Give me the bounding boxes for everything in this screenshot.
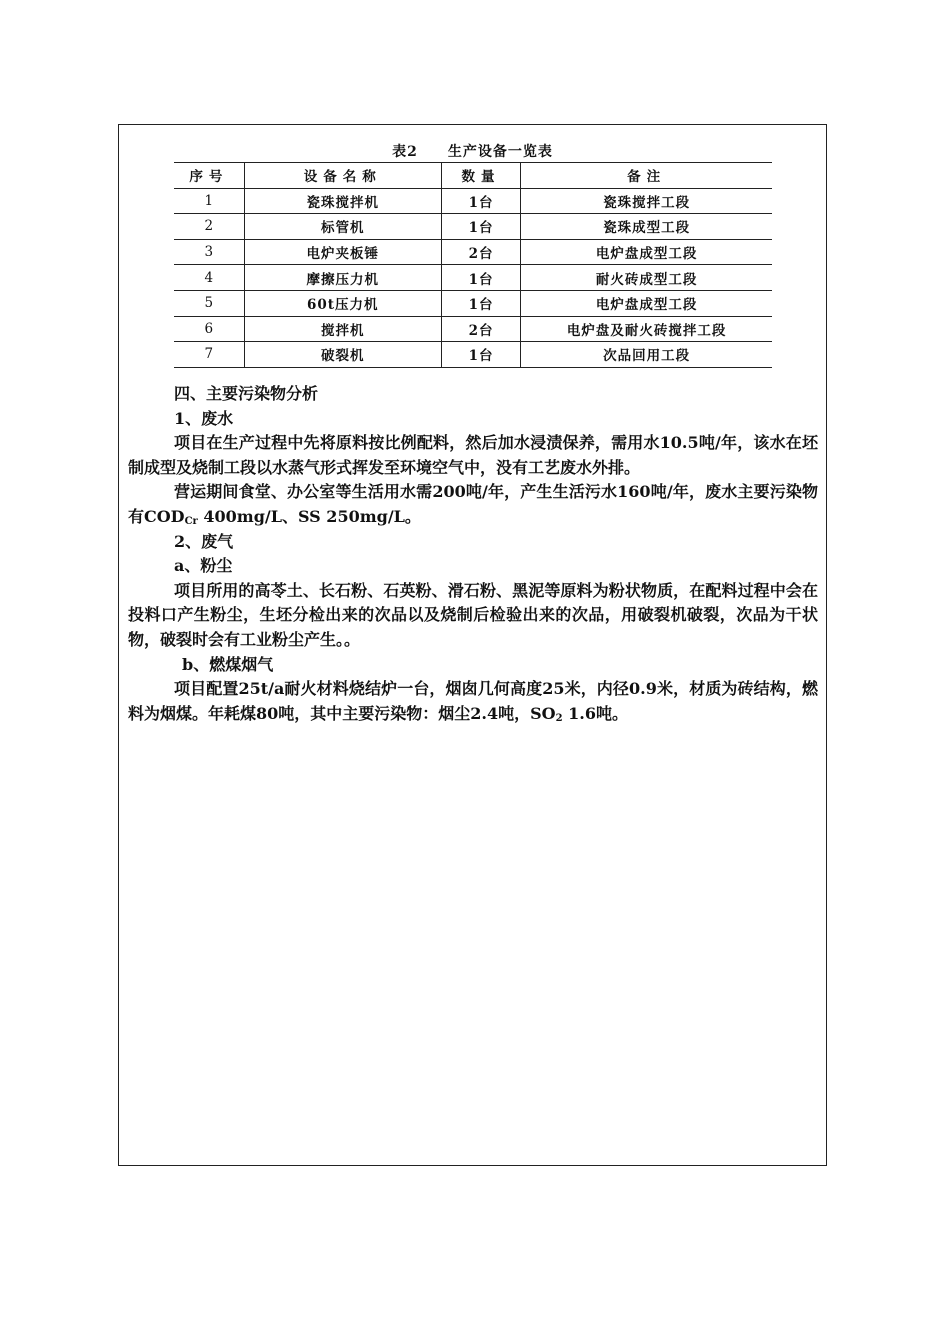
wastewater-p2-text-a: 营运期间食堂、办公室等生活用水需200吨/年，产生生活污水160吨/年，废水主要污染物有COD bbox=[128, 482, 818, 526]
wastewater-p2-text-b: 400mg/L、SS 250mg/L。 bbox=[197, 506, 421, 526]
cell-name: 标管机 bbox=[244, 214, 441, 240]
cell-note: 电炉盘成型工段 bbox=[521, 290, 772, 316]
table-row bbox=[174, 316, 772, 342]
table-row bbox=[174, 239, 772, 265]
header-name: 设备名称 bbox=[244, 163, 441, 189]
cell-no: 6 bbox=[174, 316, 244, 342]
cell-qty: 1台 bbox=[441, 214, 521, 240]
cell-qty: 2台 bbox=[441, 239, 521, 265]
coal-smoke-paragraph bbox=[128, 677, 818, 726]
table-row bbox=[174, 290, 772, 316]
cell-qty: 1台 bbox=[441, 290, 521, 316]
table-caption-title: 生产设备一览表 bbox=[447, 144, 553, 160]
cell-note: 电炉盘及耐火砖搅拌工段 bbox=[521, 316, 772, 342]
cell-qty: 2台 bbox=[441, 316, 521, 342]
pollutant-analysis bbox=[128, 382, 818, 726]
cell-note: 瓷珠成型工段 bbox=[521, 214, 772, 240]
so2-subscript: 2 bbox=[555, 712, 563, 724]
table-row bbox=[174, 342, 772, 368]
table-row bbox=[174, 214, 772, 240]
cell-no: 7 bbox=[174, 342, 244, 368]
cell-qty: 1台 bbox=[441, 265, 521, 291]
wastewater-heading: 1、废水 bbox=[174, 408, 234, 428]
cell-name: 破裂机 bbox=[244, 342, 441, 368]
table-row bbox=[174, 188, 772, 214]
cell-no: 2 bbox=[174, 214, 244, 240]
header-no: 序号 bbox=[174, 163, 244, 189]
waste-gas-heading: 2、废气 bbox=[174, 531, 234, 551]
wastewater-paragraph-1: 项目在生产过程中先将原料按比例配料，然后加水浸渍保养，需用水10.5吨/年，该水在坯制成型及烧制工段以水蒸气形式挥发至环境空气中，没有工艺废水外排。 bbox=[128, 433, 818, 477]
cell-no: 1 bbox=[174, 188, 244, 214]
dust-paragraph: 项目所用的高苓土、长石粉、石英粉、滑石粉、黑泥等原料为粉状物质，在配料过程中会在投料口产生粉尘，生坯分检出来的次品以及烧制后检验出来的次品，用破裂机破裂，次品为干状物，破裂时会有工业粉尘产生。。 bbox=[128, 580, 818, 649]
wastewater-paragraph-2 bbox=[128, 480, 818, 529]
equipment-table bbox=[174, 162, 772, 368]
cell-note: 瓷珠搅拌工段 bbox=[521, 188, 772, 214]
table-header-row bbox=[174, 163, 772, 189]
dust-heading: a、粉尘 bbox=[174, 556, 233, 576]
cell-qty: 1台 bbox=[441, 188, 521, 214]
cell-no: 3 bbox=[174, 239, 244, 265]
cod-subscript: Cr bbox=[184, 515, 198, 527]
header-note: 备注 bbox=[521, 163, 772, 189]
header-qty: 数量 bbox=[441, 163, 521, 189]
cell-qty: 1台 bbox=[441, 342, 521, 368]
coal-text-b: 1.6吨。 bbox=[562, 703, 628, 723]
table-caption bbox=[118, 141, 827, 161]
table-row bbox=[174, 265, 772, 291]
table-caption-label: 表2 bbox=[392, 144, 418, 160]
cell-no: 5 bbox=[174, 290, 244, 316]
cell-name: 瓷珠搅拌机 bbox=[244, 188, 441, 214]
cell-note: 电炉盘成型工段 bbox=[521, 239, 772, 265]
coal-text-a: 项目配置25t/a耐火材料烧结炉一台，烟囱几何高度25米，内径0.9米，材质为砖结构，燃料为烟煤。年耗煤80吨，其中主要污染物：烟尘2.4吨，SO bbox=[128, 679, 818, 723]
cell-name: 电炉夹板锤 bbox=[244, 239, 441, 265]
cell-note: 耐火砖成型工段 bbox=[521, 265, 772, 291]
cell-name: 60t压力机 bbox=[244, 290, 441, 316]
cell-name: 搅拌机 bbox=[244, 316, 441, 342]
cell-no: 4 bbox=[174, 265, 244, 291]
cell-name: 摩擦压力机 bbox=[244, 265, 441, 291]
section-heading: 四、主要污染物分析 bbox=[174, 384, 319, 403]
coal-smoke-heading: b、燃煤烟气 bbox=[182, 654, 274, 674]
cell-note: 次品回用工段 bbox=[521, 342, 772, 368]
